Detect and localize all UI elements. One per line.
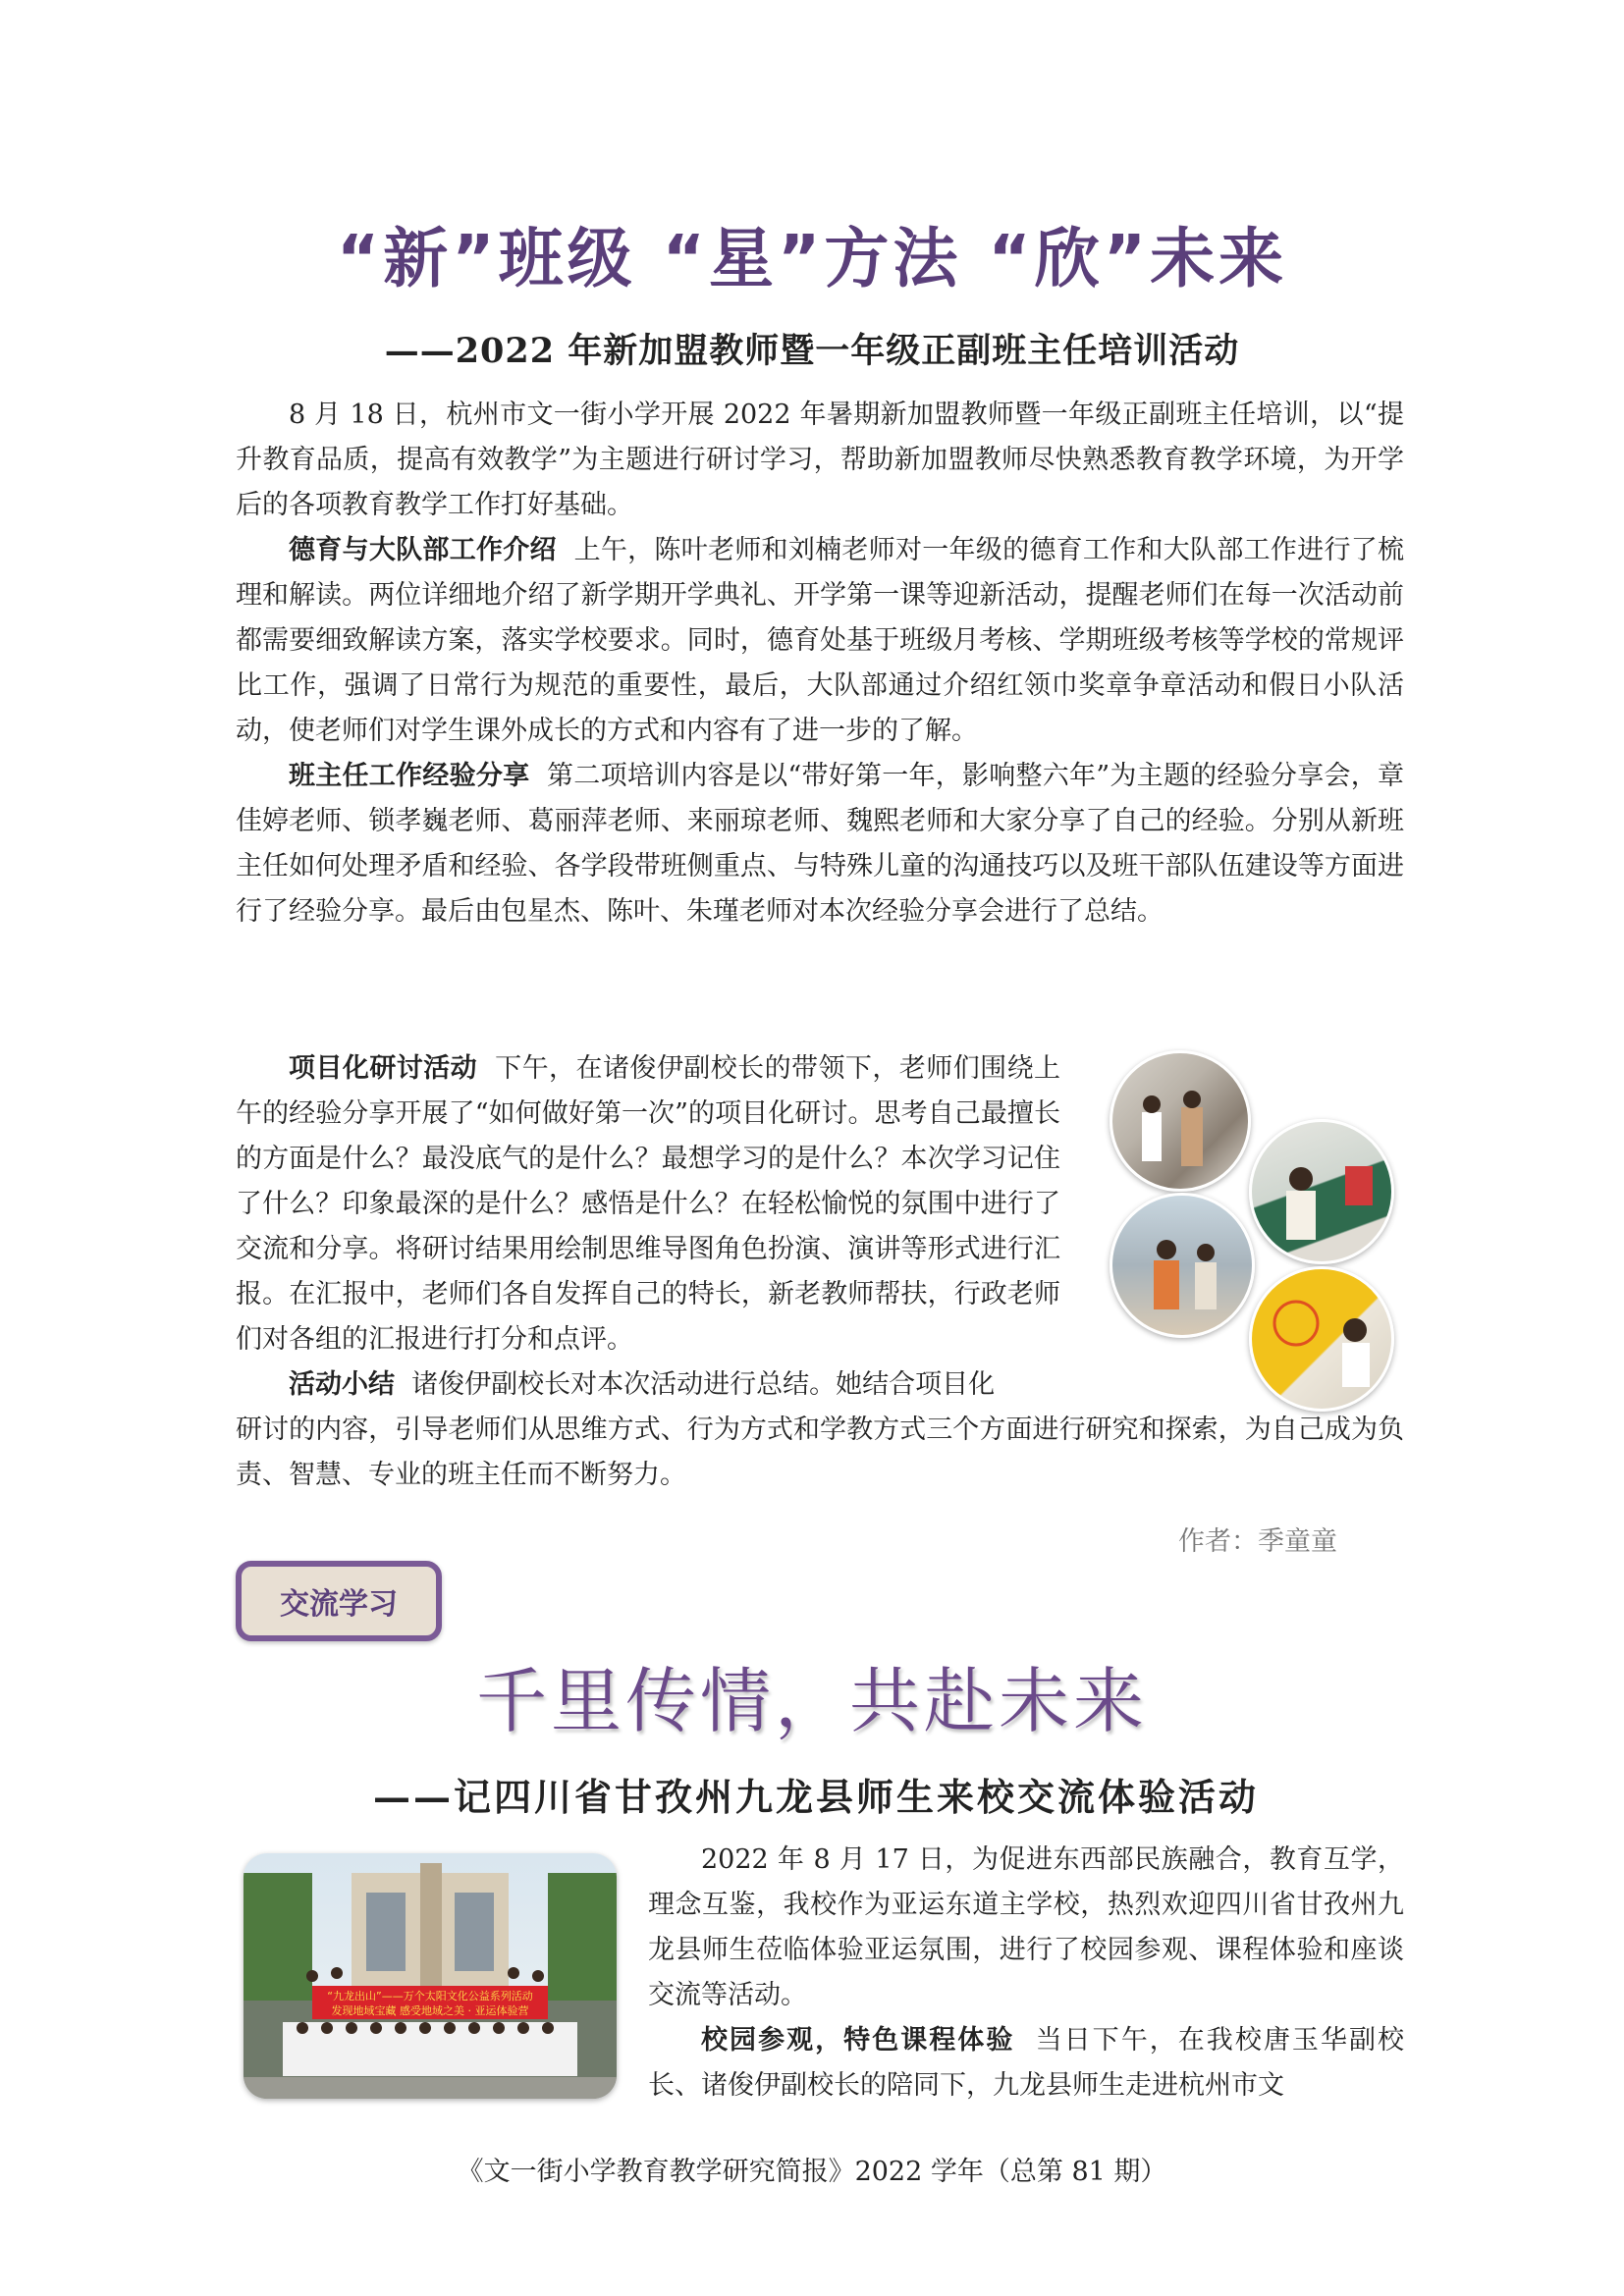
summary-continued [236,1408,1404,1498]
article-title: “新”班级 “星”方法 “欣”未来 [336,221,1288,296]
author-credit: 作者：季童童 [1178,1526,1337,1557]
article-subtitle: ——2022 年新加盟教师暨一年级正副班主任培训活动 [384,331,1240,371]
banner-text: 发现地域宝藏 感受地域之美 · 亚运体验营 [331,2004,529,2017]
section-heading: 校园参观，特色课程体验 [701,2025,1015,2056]
section-text: 当日下午，在我校唐玉华副校长、诸俊伊副校长的陪同下，九龙县师生走进杭州市文 [648,2025,1405,2101]
activity-photo [1249,1266,1394,1412]
page-footer: 《文一街小学教育教学研究简报》2022 学年（总第 81 期） [457,2157,1167,2187]
section-paragraph [648,2018,1404,2109]
intro-paragraph: 2022 年 8 月 17 日，为促进东西部民族融合，教育互学，理念互鉴，我校作为亚运东道主学校，热烈欢迎四川省甘孜州九龙县师生莅临体验亚运氛围，进行了校园参观、课程体验和座谈交流等活动。 [648,1844,1404,2010]
section-paragraph [236,754,1404,934]
article-subtitle: ——记四川省甘孜州九龙县师生来校交流体验活动 [373,1775,1260,1819]
banner-text: “九龙出山”——万个太阳文化公益系列活动 [327,1990,533,2002]
section-heading: 项目化研讨活动 [289,1053,478,1084]
section-heading: 班主任工作经验分享 [289,761,530,791]
section-paragraph [236,1046,1060,1362]
article2-body [648,1838,1404,2109]
section-text: 诸俊伊副校长对本次活动进行总结。她结合项目化 [411,1369,996,1400]
section-paragraph [236,1362,1060,1408]
section-heading: 德育与大队部工作介绍 [289,535,557,565]
activity-photo [1110,1193,1255,1338]
activity-photo [1110,1050,1251,1192]
group-photo [244,1853,617,2099]
section-badge: 交流学习 [236,1561,442,1641]
section-text: 上午，陈叶老师和刘楠老师对一年级的德育工作和大队部工作进行了梳理和解读。两位详细地介绍了新学期开学典礼、开学第一课等迎新活动，提醒老师们在每一次活动前都需要细致解读方案，落实学校要求。同时，德育处基于班级月考核、学期班级考核等学校的常规评比工作，强调了日常行为规范的重要性，最后，大队部通过介绍红领巾奖章争章活动和假日小队活动，使老师们对学生课外成长的方式和内容有了进一步的了解。 [236,535,1405,746]
section-text: 第二项培训内容是以“带好第一年，影响整六年”为主题的经验分享会，章佳婷老师、锁孝巍老师、葛丽萍老师、来丽琼老师、魏熙老师和大家分享了自己的经验。分别从新班主任如何处理矛盾和经验、各学段带班侧重点、与特殊儿童的沟通技巧以及班干部队伍建设等方面进行了经验分享。最后由包星杰、陈叶、朱瑾老师对本次经验分享会进行了总结。 [236,761,1405,927]
section-text: 研讨的内容，引导老师们从思维方式、行为方式和学教方式三个方面进行研究和探索，为自己成为负责、智慧、专业的班主任而不断努力。 [236,1415,1404,1490]
article-body [236,393,1404,934]
activity-photo [1249,1119,1394,1264]
section-heading: 活动小结 [289,1369,395,1400]
section-text: 下午，在诸俊伊副校长的带领下，老师们围绕上午的经验分享开展了“如何做好第一次”的项目化研讨。思考自己最擅长的方面是什么？最没底气的是什么？最想学习的是什么？本次学习记住了什么？印象最深的是什么？感悟是什么？在轻松愉悦的氛围中进行了交流和分享。将研讨结果用绘制思维导图角色扮演、演讲等形式进行汇报。在汇报中，老师们各自发挥自己的特长，新老教师帮扶，行政老师们对各组的汇报进行打分和点评。 [236,1053,1061,1355]
project-section [236,1046,1060,1408]
article-title: 千里传情，共赴未来 [475,1660,1148,1742]
intro-paragraph: 8 月 18 日，杭州市文一街小学开展 2022 年暑期新加盟教师暨一年级正副班主任培训，以“提升教育品质，提高有效教学”为主题进行研讨学习，帮助新加盟教师尽快熟悉教育教学环境，为开学后的各项教育教学工作打好基础。 [236,400,1404,520]
section-paragraph [236,528,1404,754]
